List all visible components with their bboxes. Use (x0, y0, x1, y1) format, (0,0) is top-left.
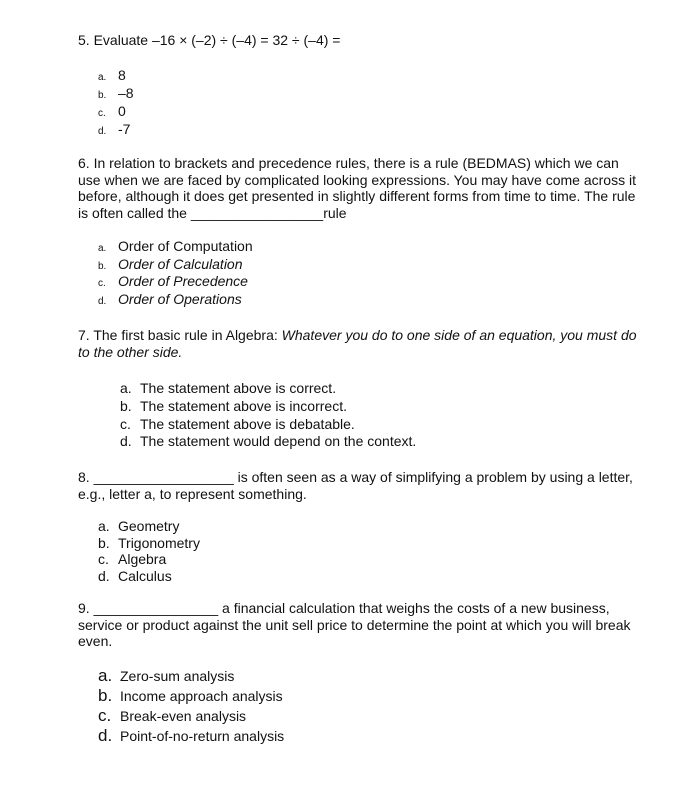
option-letter: a. (98, 666, 113, 685)
option-letter: c. (98, 108, 106, 119)
option-letter: a. (98, 72, 107, 83)
question-7-option-a[interactable] (120, 380, 336, 396)
option-letter: c. (98, 706, 112, 725)
option-text: Point-of-no-return analysis (120, 728, 285, 744)
option-text: 0 (118, 103, 126, 119)
question-9-option-b[interactable] (98, 688, 283, 704)
question-6-option-d[interactable] (98, 291, 242, 310)
question-9-option-d[interactable] (98, 728, 284, 744)
option-letter: a. (98, 243, 107, 254)
question-8 (78, 469, 638, 502)
option-text: Calculus (118, 568, 172, 584)
question-6-option-c[interactable] (98, 273, 248, 292)
option-letter: b. (98, 686, 113, 705)
question-7-option-b[interactable] (120, 398, 347, 414)
option-text: The statement would depend on the context. (140, 433, 417, 449)
question-8-option-d[interactable] (98, 568, 172, 584)
question-text: The first basic rule in Algebra: (93, 327, 282, 343)
option-text: Order of Computation (118, 238, 253, 254)
question-8-option-c[interactable] (98, 551, 166, 567)
option-text: Zero-sum analysis (120, 668, 235, 684)
option-letter: b. (98, 261, 107, 272)
question-number: 5. (78, 32, 90, 48)
option-letter: a. (120, 380, 132, 396)
option-text: Income approach analysis (120, 688, 283, 704)
question-5 (78, 32, 638, 49)
question-number: 8. (78, 469, 90, 485)
question-text: Evaluate –16 × (–2) ÷ (–4) = 32 ÷ (–4) = (93, 32, 341, 48)
question-number: 6. (78, 155, 90, 171)
option-text: Trigonometry (118, 535, 200, 551)
option-text: Algebra (118, 551, 167, 567)
question-8-option-a[interactable] (98, 518, 179, 534)
option-letter: c. (120, 416, 131, 432)
option-text: 8 (118, 67, 126, 83)
option-letter: d. (120, 433, 132, 449)
question-5-option-d[interactable] (98, 121, 130, 140)
option-text: Order of Calculation (118, 256, 243, 272)
question-text: In relation to brackets and precedence rules, there is a rule (BEDMAS) which we can use when we are faced by complicated looking expressions. You may have come across it before, although it does get presented in slightly different forms from time to time. The rule is often called the _________________rule (78, 155, 636, 221)
question-5-option-b[interactable] (98, 85, 134, 104)
question-text: ________________ a financial calculation that weighs the costs of a new business, service or product against the unit sell price to determine the point at which you will break even. (78, 600, 631, 649)
option-letter: b. (120, 398, 132, 414)
option-text: The statement above is correct. (140, 380, 337, 396)
question-6-option-a[interactable] (98, 238, 253, 257)
option-text: -7 (118, 121, 131, 137)
question-5-option-a[interactable] (98, 67, 126, 86)
option-letter: d. (98, 296, 107, 307)
question-9 (78, 600, 638, 650)
question-number: 7. (78, 327, 90, 343)
question-7-option-c[interactable] (120, 416, 355, 432)
option-letter: b. (98, 535, 110, 551)
option-text: –8 (118, 85, 134, 101)
option-text: Geometry (118, 518, 180, 534)
option-text: The statement above is debatable. (140, 416, 355, 432)
question-italic-text: Whatever you do to one side of an equation, you must do to the other side. (78, 327, 637, 360)
option-letter: d. (98, 126, 107, 137)
question-7-option-d[interactable] (120, 433, 416, 449)
question-7 (78, 327, 638, 360)
option-letter: b. (98, 90, 107, 101)
option-letter: c. (98, 278, 106, 289)
question-9-option-a[interactable] (98, 668, 234, 684)
question-8-option-b[interactable] (98, 535, 200, 551)
option-letter: a. (98, 518, 110, 534)
question-text: __________________ is often seen as a way of simplifying a problem by using a letter, e.g., letter a, to represent something. (78, 469, 633, 502)
question-number: 9. (78, 600, 90, 616)
question-5-option-c[interactable] (98, 103, 126, 122)
option-letter: d. (98, 726, 113, 745)
option-text: The statement above is incorrect. (140, 398, 347, 414)
option-letter: c. (98, 551, 109, 567)
question-9-option-c[interactable] (98, 708, 246, 724)
option-text: Order of Precedence (118, 273, 248, 289)
option-text: Break-even analysis (120, 708, 247, 724)
option-text: Order of Operations (118, 291, 242, 307)
option-letter: d. (98, 568, 110, 584)
question-6 (78, 155, 638, 221)
